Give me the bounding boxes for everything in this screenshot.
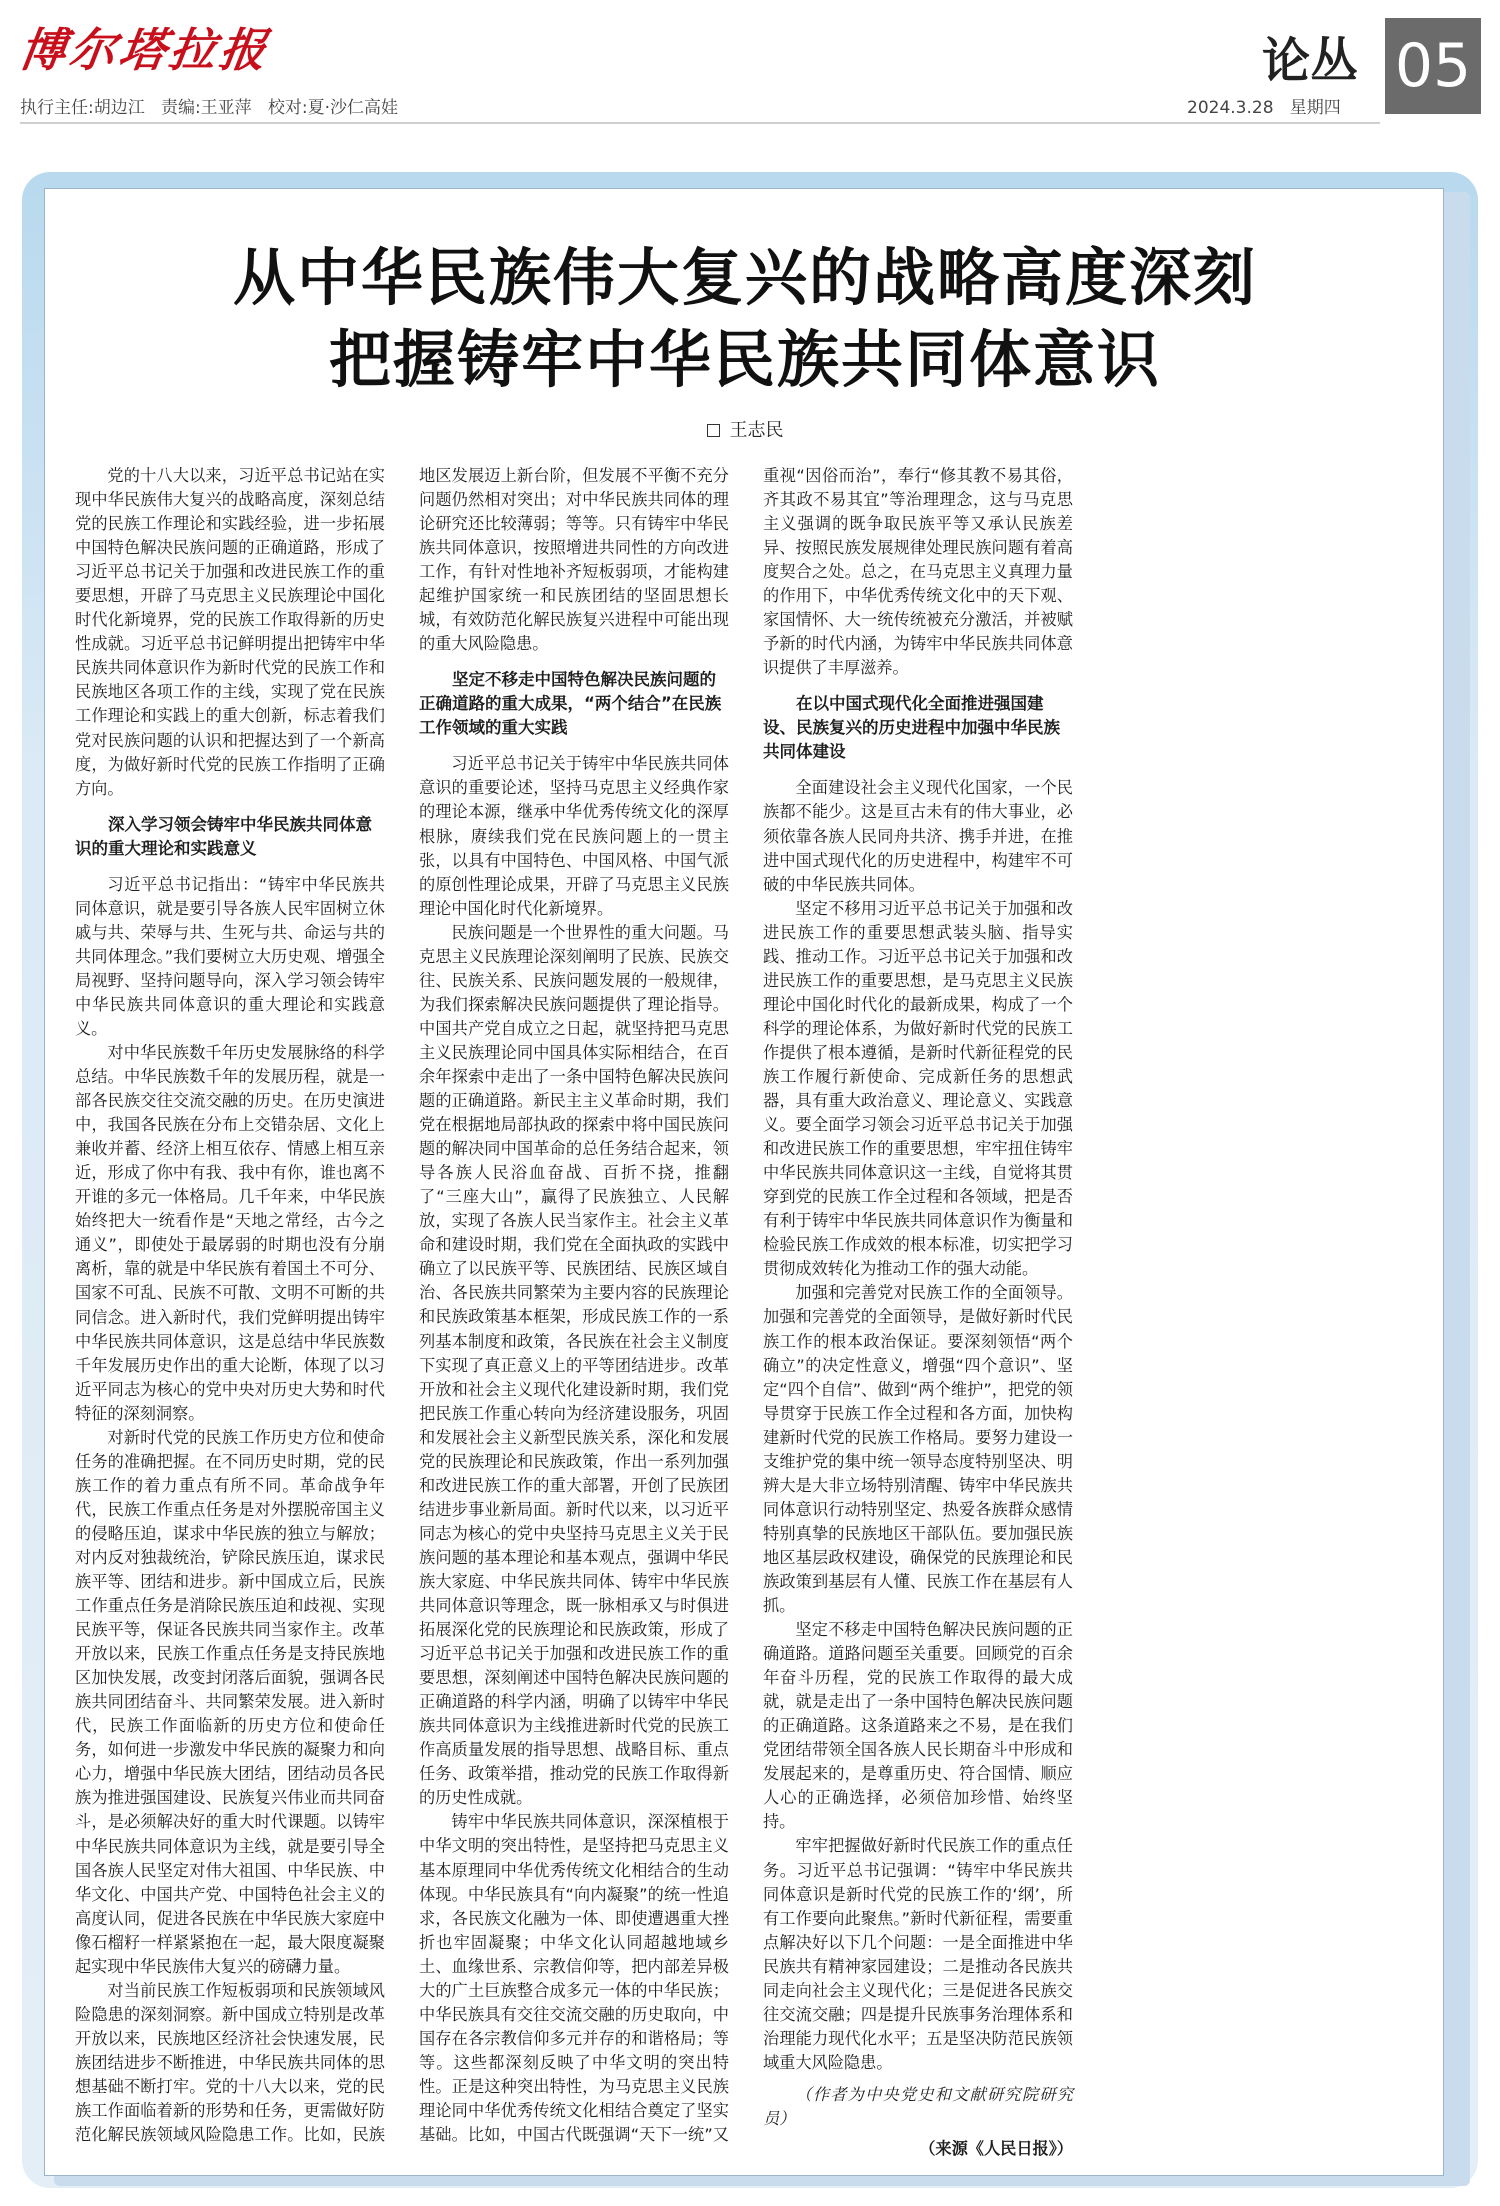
page-number-badge: 05 xyxy=(1385,18,1481,114)
article-headline xyxy=(45,237,1445,401)
section-heading-2: 坚定不移走中国特色解决民族问题的正确道路的重大成果，“两个结合”在民族工作领域的重大实践 xyxy=(419,670,722,738)
article-paragraph: 对当前民族工作短板弱项和民族领域风险隐患的深刻洞察。新中国成立特别是改革开放以来，民族地区经济社会快速发展，民族团结进步不断推进，中华民族共同体的思想基础不断打牢。党的十八大以来，党的民族工作面临着新的形势和任务，更需做好防范化解民族领域风险隐患工作。比如，民族地区发展迈上新台阶，但发展不平衡不充分问题仍然相对突出；对中华民族共同体的理论研究还比较薄弱；等等。只有铸牢中华民族共同体意识，按照增进共同性的方向改进工作，有针对性地补齐短板弱项，才能构建起维护国家统一和民族团结的坚固思想长城，有效防范化解民族复兴进程中可能出现的重大风险隐患。 xyxy=(75,466,729,2145)
article-paragraph: 全面建设社会主义现代化国家，一个民族都不能少。这是亘古未有的伟大事业，必须依靠各族人民同舟共济、携手并进，在推进中国式现代化的历史进程中，构建牢不可破的中华民族共同体。 xyxy=(763,778,1073,894)
byline-box-icon xyxy=(707,424,720,437)
masthead-divider xyxy=(20,122,1380,124)
headline-line-1: 从中华民族伟大复兴的战略高度深刻 xyxy=(232,241,1257,314)
source-credit: （来源《人民日报》） xyxy=(919,2139,1073,2159)
paper-name-logo: 博尔塔拉报 xyxy=(15,23,274,77)
masthead xyxy=(0,0,1500,165)
section-heading-3: 在以中国式现代化全面推进强国建设、民族复兴的历史进程中加强中华民族共同体建设 xyxy=(763,694,1060,762)
article-paragraph: 对中华民族数千年历史发展脉络的科学总结。中华民族数千年的发展历程，就是一部各民族交往交流交融的历史。在历史演进中，我国各民族在分布上交错杂居、文化上兼收并蓄、经济上相互依存、情感上相互亲近，形成了你中有我、我中有你，谁也离不开谁的多元一体格局。几千年来，中华民族始终把大一统看作是“天地之常经，古今之通义”，即使处于最孱弱的时期也没有分崩离析，靠的就是中华民族有着国土不可分、国家不可乱、民族不可散、文明不可断的共同信念。进入新时代，我们党鲜明提出铸牢中华民族共同体意识，这是总结中华民族数千年发展历史作出的重大论断，体现了以习近平同志为核心的党中央对历史大势和时代特征的深刻洞察。 xyxy=(75,1042,385,1423)
section-name: 论丛 xyxy=(1262,33,1359,89)
article-paragraph: 对新时代党的民族工作历史方位和使命任务的准确把握。在不同历史时期，党的民族工作的着力重点有所不同。革命战争年代，民族工作重点任务是对外摆脱帝国主义的侵略压迫，谋求中华民族的独立与解放；对内反对独裁统治，铲除民族压迫，谋求民族平等、团结和进步。新中国成立后，民族工作重点任务是消除民族压迫和歧视、实现民族平等，保证各民族共同当家作主。改革开放以来，民族工作重点任务是支持民族地区加快发展，改变封闭落后面貌，强调各民族共同团结奋斗、共同繁荣发展。进入新时代，民族工作面临新的历史方位和使命任务，如何进一步激发中华民族的凝聚力和向心力，增强中华民族大团结，团结动员各民族为推进强国建设、民族复兴伟业而共同奋斗，是必须解决好的重大时代课题。以铸牢中华民族共同体意识为主线，就是要引导全国各族人民坚定对伟大祖国、中华民族、中华文化、中国共产党、中国特色社会主义的高度认同，促进各民族在中华民族大家庭中像石榴籽一样紧紧抱在一起，最大限度凝聚起实现中华民族伟大复兴的磅礴力量。 xyxy=(75,1427,385,1976)
article-paragraph: 铸牢中华民族共同体意识，深深植根于中华文明的突出特性，是坚持把马克思主义基本原理同中华优秀传统文化相结合的生动体现。中华民族具有“向内凝聚”的统一性追求，各民族文化融为一体、即使遭遇重大挫折也牢固凝聚；中华文化认同超越地域乡土、血缘世系、宗教信仰等，把内部差异极大的广土巨族整合成多元一体的中华民族；中华民族具有交往交流交融的历史取向，中国存在各宗教信仰多元并存的和谐格局；等等。这些都深刻反映了中华文明的突出特性。正是这种突出特性，为马克思主义民族理论同中华优秀传统文化相结合奠定了坚实基础。比如，中国古代既强调“天下一统”又重视“因俗而治”，奉行“修其教不易其俗，齐其政不易其宜”等治理理念，这与马克思主义强调的既争取民族平等又承认民族差异、按照民族发展规律处理民族问题有着高度契合之处。总之，在马克思主义真理力量的作用下，中华优秀传统文化中的天下观、家国情怀、大一统传统被充分激活，并被赋予新的时代内涵，为铸牢中华民族共同体意识提供了丰厚滋养。 xyxy=(419,466,1073,2145)
article-panel xyxy=(44,188,1444,2176)
section-heading-1: 深入学习领会铸牢中华民族共同体意识的重大理论和实践意义 xyxy=(75,814,372,858)
article-body xyxy=(75,464,1417,2164)
section-3 xyxy=(763,776,1073,2075)
byline xyxy=(45,416,1445,442)
author-note: （作者为中央党史和文献研究院研究员） xyxy=(763,2084,1073,2128)
headline-line-2: 把握铸牢中华民族共同体意识 xyxy=(328,323,1161,396)
issue-date: 2024.3.28 星期四 xyxy=(1187,98,1341,118)
article-paragraph: 民族问题是一个世界性的重大问题。马克思主义民族理论深刻阐明了民族、民族交往、民族关系、民族问题发展的一般规律，为我们探索解决民族问题提供了理论指导。中国共产党自成立之日起，就坚持把马克思主义民族理论同中国具体实际相结合，在百余年探索中走出了一条中国特色解决民族问题的正确道路。新民主主义革命时期，我们党在根据地局部执政的探索中将中国民族问题的解决同中国革命的总任务结合起来，领导各族人民浴血奋战、百折不挠，推翻了“三座大山”，赢得了民族独立、人民解放，实现了各族人民当家作主。社会主义革命和建设时期，我们党在全面执政的实践中确立了以民族平等、民族团结、民族区域自治、各民族共同繁荣为主要内容的民族理论和民族政策基本框架，形成民族工作的一系列基本制度和政策，各民族在社会主义制度下实现了真正意义上的平等团结进步。改革开放和社会主义现代化建设新时期，我们党把民族工作重心转向为经济建设服务，巩固和发展社会主义新型民族关系，深化和发展党的民族理论和民族政策，作出一系列加强和改进民族工作的重大部署，开创了民族团结进步事业新局面。新时代以来，以习近平同志为核心的党中央坚持马克思主义关于民族问题的基本理论和基本观点，强调中华民族大家庭、中华民族共同体、铸牢中华民族共同体意识等理念，既一脉相承又与时俱进拓展深化党的民族理论和民族政策，形成了习近平总书记关于加强和改进民族工作的重要思想，深刻阐述中国特色解决民族问题的正确道路的科学内涵，明确了以铸牢中华民族共同体意识为主线推进新时代党的民族工作高质量发展的指导思想、战略目标、重点任务、政策举措，推动党的民族工作取得新的历史性成就。 xyxy=(419,922,729,1808)
author-name: 王志民 xyxy=(729,420,784,441)
article-paragraph: 牢牢把握做好新时代民族工作的重点任务。习近平总书记强调：“铸牢中华民族共同体意识是新时代党的民族工作的‘纲’，所有工作要向此聚焦。”新时代新征程，需要重点解决好以下几个问题：一是全面推进中华民族共有精神家园建设；二是推动各民族共同走向社会主义现代化；三是促进各民族交往交流交融；四是提升民族事务治理体系和治理能力现代化水平；五是坚决防范民族领域重大风险隐患。 xyxy=(763,1836,1073,2072)
article-paragraph: 习近平总书记关于铸牢中华民族共同体意识的重要论述，坚持马克思主义经典作家的理论本源，继承中华优秀传统文化的深厚根脉，赓续我们党在民族问题上的一贯主张，以具有中国特色、中国风格、中国气派的原创性理论成果，开辟了马克思主义民族理论中国化时代化新境界。 xyxy=(419,754,729,918)
article-paragraph: 坚定不移用习近平总书记关于加强和改进民族工作的重要思想武装头脑、指导实践、推动工作。习近平总书记关于加强和改进民族工作的重要思想，是马克思主义民族理论中国化时代化的最新成果，构成了一个科学的理论体系，为做好新时代党的民族工作提供了根本遵循，是新时代新征程党的民族工作履行新使命、完成新任务的思想武器，具有重大政治意义、理论意义、实践意义。要全面学习领会习近平总书记关于加强和改进民族工作的重要思想，牢牢扭住铸牢中华民族共同体意识这一主线，自觉将其贯穿到党的民族工作全过程和各领域，把是否有利于铸牢中华民族共同体意识作为衡量和检验民族工作成效的根本标准，切实把学习贯彻成效转化为推动工作的强大动能。 xyxy=(763,898,1073,1279)
article-paragraph: 加强和完善党对民族工作的全面领导。加强和完善党的全面领导，是做好新时代民族工作的根本政治保证。要深刻领悟“两个确立”的决定性意义，增强“四个意识”、坚定“四个自信”、做到“两个维护”，把党的领导贯穿于民族工作全过程和各方面，加快构建新时代党的民族工作格局。要努力建设一支维护党的集中统一领导态度特别坚决、明辨大是大非立场特别清醒、铸牢中华民族共同体意识行动特别坚定、热爱各族群众感情特别真挚的民族地区干部队伍。要加强民族地区基层政权建设，确保党的民族理论和民族政策到基层有人懂、民族工作在基层有人抓。 xyxy=(763,1283,1073,1616)
article-paragraph: 坚定不移走中国特色解决民族问题的正确道路。道路问题至关重要。回顾党的百余年奋斗历程，党的民族工作取得的最大成就，就是走出了一条中国特色解决民族问题的正确道路。这条道路来之不易，是在我们党团结带领全国各族人民长期奋斗中形成和发展起来的，是尊重历史、符合国情、顺应人心的正确选择，必须倍加珍惜、始终坚持。 xyxy=(763,1620,1073,1832)
editor-credits: 执行主任:胡边江 责编:王亚萍 校对:夏·沙仁高娃 xyxy=(20,98,399,118)
article-paragraph: 习近平总书记指出：“铸牢中华民族共同体意识，就是要引导各族人民牢固树立休戚与共、荣辱与共、生死与共、命运与共的共同体理念。”我们要树立大历史观、增强全局视野、坚持问题导向，深入学习领会铸牢中华民族共同体意识的重大理论和实践意义。 xyxy=(75,874,385,1038)
intro-section xyxy=(75,464,385,801)
article-paragraph: 党的十八大以来，习近平总书记站在实现中华民族伟大复兴的战略高度，深刻总结党的民族工作理论和实践经验，进一步拓展中国特色解决民族问题的正确道路，形成了习近平总书记关于加强和改进民族工作的重要思想，开辟了马克思主义民族理论中国化时代化新境界，党的民族工作取得新的历史性成就。习近平总书记鲜明提出把铸牢中华民族共同体意识作为新时代党的民族工作和民族地区各项工作的主线，实现了党在民族工作理论和实践上的重大创新，标志着我们党对民族问题的认识和把握达到了一个新高度，为做好新时代党的民族工作指明了正确方向。 xyxy=(75,466,385,798)
